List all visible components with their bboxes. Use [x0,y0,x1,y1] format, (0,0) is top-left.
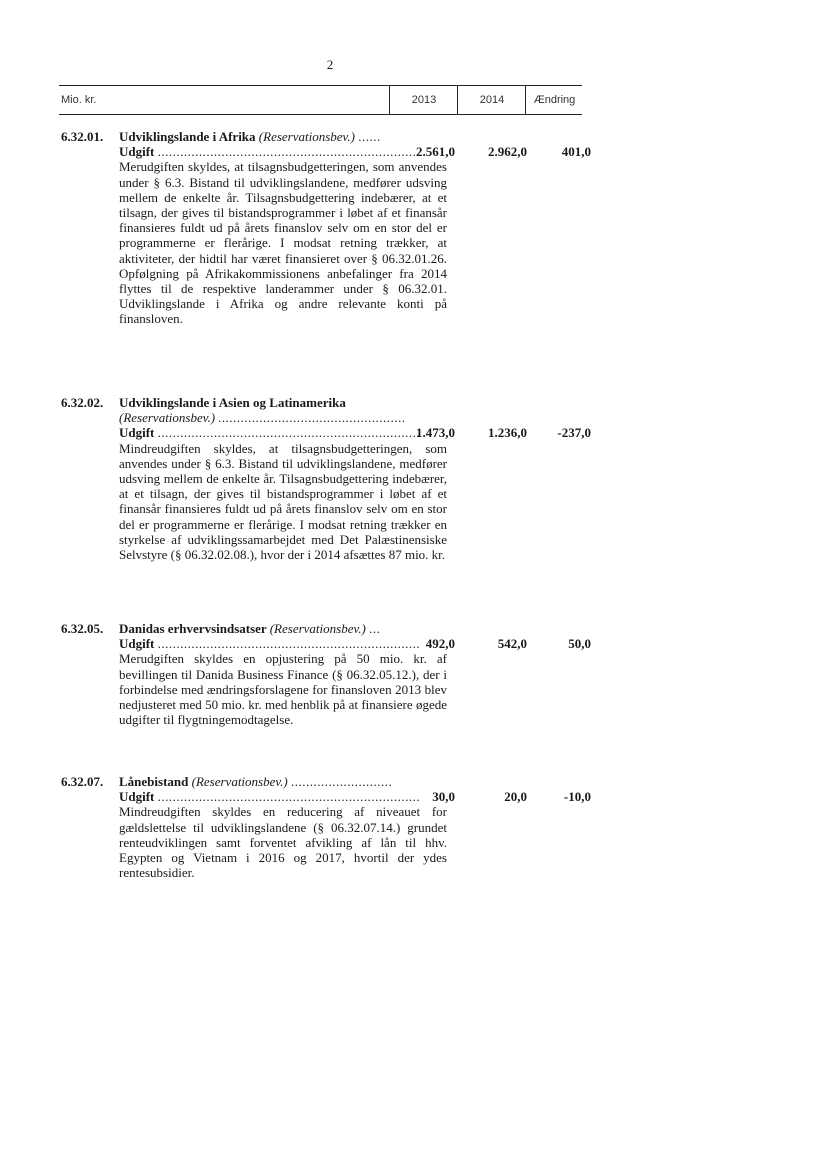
value-2013: 30,0 [432,789,455,804]
section-title: Lånebistand (Reservationsbev.) ........................... [119,774,393,789]
account-code: 6.32.05. [61,621,104,636]
value-2013: 2.561,0 [416,144,455,159]
udgift-label: Udgift ...................................................................... [119,789,421,805]
explanation-text: Merudgiften skyldes, at tilsagnsbudgetteringen, som anvendes under § 6.3. Bistand til udviklingslandene, medfører udsving mellem de enkelte år. Tilsagnsbudgettering indebærer, at et tilsagn, der gives til bistandsprogrammer i løbet af et finansår finansieres fuldt ud på årets finanslov selv om en stor del er programmerne er flerårige. I modsat retning trækker, at aktiviteter, der hidtil har været finansieret over § 06.32.01.26. Opfølgning på Afrikakommissionens anbefalinger fra 2014 flyttes til de respektive landerammer under § 06.32.01. Udviklingslande i Afrika og andre relevante konti på finansloven. [119,159,447,327]
section-title: Danidas erhvervsindsatser (Reservationsbev.) ... [119,621,381,636]
value-2013: 1.473,0 [416,425,455,440]
udgift-label: Udgift ...................................................................... [119,144,421,160]
explanation-text: Mindreudgiften skyldes, at tilsagnsbudgetteringen, som anvendes under § 6.3. Bistand til udviklingslandene, medfører udsving mellem de enkelte år. Tilsagnsbudgettering indebærer, at et tilsagn, der gives til bistandsprogrammer i løbet af et finansår finansieres fuldt ud på årets finanslov selv om en stor del er programmerne er flerårige. I modsat retning trækker en styrkelse af udviklingssamarbejdet med Det Palæstinensiske Selvstyre (§ 06.32.02.08.), hvor der i 2014 afsættes 87 mio. kr. [119,440,447,563]
udgift-label: Udgift ...................................................................... [119,425,421,441]
page-number: 2 [326,57,334,72]
explanation-text: Merudgiften skyldes en opjustering på 50 mio. kr. af bevillingen til Danida Business Finance (§ 06.32.05.12.), der i forbindelse med ændringsforslagene for finansloven 2013 blev nedjusteret med 50 mio. kr. med henblik på at finansiere øgede udgifter til flygtningemodtagelse. [119,651,447,728]
value-2013: 492,0 [425,636,455,651]
column-header-2014: 2014 [457,86,526,114]
value-2014: 1.236,0 [488,425,527,440]
value-change: -10,0 [563,789,591,804]
account-code: 6.32.01. [61,129,104,144]
explanation-text: Mindreudgiften skyldes en reducering af niveauet for gældslettelse til udviklingslandene (§ 06.32.07.14.) grundet renteudviklingen samt forventet afvikling af lån til hhv. Egypten og Vietnam i 2016 og 2017, hvortil der ydes rentesubsidier. [119,804,447,881]
value-2014: 542,0 [497,636,527,651]
account-code: 6.32.02. [61,395,104,410]
table-header [59,85,582,115]
udgift-label: Udgift ...................................................................... [119,636,421,652]
column-header-change: Ændring [525,86,583,114]
value-change: -237,0 [557,425,591,440]
value-2014: 2.962,0 [488,144,527,159]
value-2014: 20,0 [504,789,527,804]
unit-label: Mio. kr. [61,94,97,106]
account-code: 6.32.07. [61,774,104,789]
section-title: Udviklingslande i Afrika (Reservationsbev.) ...... [119,129,381,144]
column-header-2013: 2013 [389,86,458,114]
section-title: Udviklingslande i Asien og Latinamerika [119,395,346,410]
value-change: 50,0 [568,636,591,651]
value-change: 401,0 [561,144,591,159]
reservation-label: (Reservationsbev.) .................................................. [119,410,406,426]
